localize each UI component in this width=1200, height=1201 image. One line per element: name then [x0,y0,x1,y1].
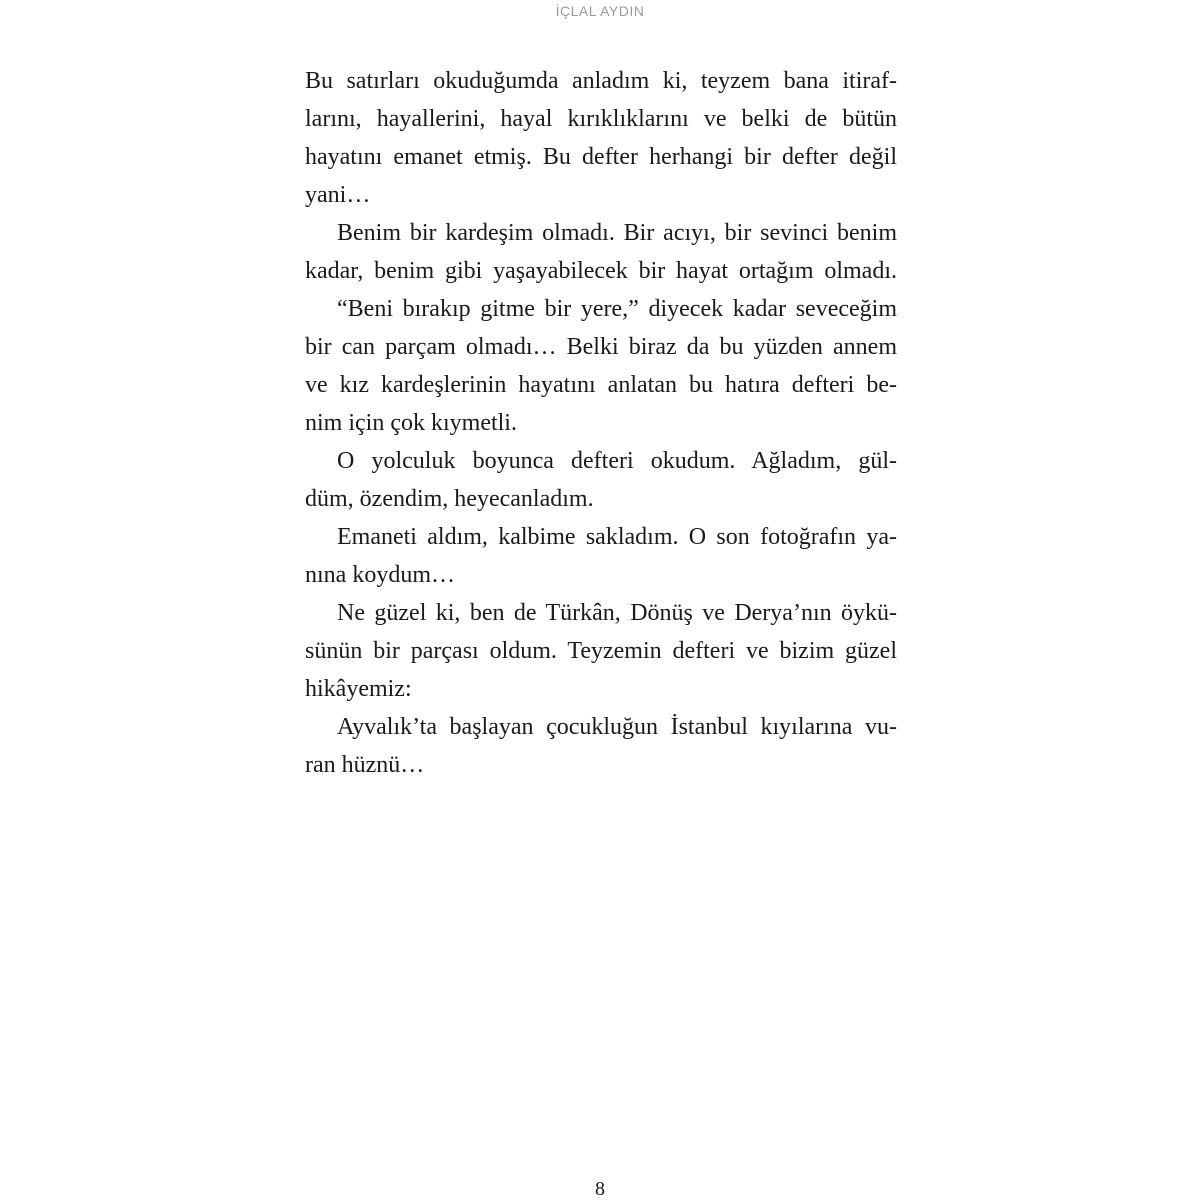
text-line: nına koydum… [305,562,455,588]
text-line: ran hüznü… [305,752,425,778]
text-line: yani… [305,182,371,208]
text-line: Benim bir kardeşim olmadı. Bir acıyı, bir sevinci benim [337,220,897,246]
text-line: O yolculuk boyunca defteri okudum. Ağladım, gül- [337,448,897,474]
text-line: sünün bir parçası oldum. Teyzemin defteri ve bizim güzel [305,638,897,664]
text-line: “Beni bırakıp gitme bir yere,” diyecek kadar seveceğim [337,296,897,322]
text-line: Ne güzel ki, ben de Türkân, Dönüş ve Derya’nın öykü- [337,600,897,626]
text-line: larını, hayallerini, hayal kırıklıklarını ve belki de bütün [305,106,897,132]
text-line: Ayvalık’ta başlayan çocukluğun İstanbul kıyılarına vu- [337,714,897,740]
text-line: Emaneti aldım, kalbime sakladım. O son fotoğrafın ya- [337,524,897,550]
page-body [305,62,897,784]
text-line: ve kız kardeşlerinin hayatını anlatan bu hatıra defteri be- [305,372,897,398]
text-line: düm, özendim, heyecanladım. [305,486,594,512]
running-head: İÇLAL AYDIN [555,3,645,19]
text-line: kadar, benim gibi yaşayabilecek bir hayat ortağım olmadı. [305,258,897,284]
text-line: hikâyemiz: [305,676,412,702]
text-line: Bu satırları okuduğumda anladım ki, teyzem bana itiraf- [305,68,897,94]
text-line: bir can parçam olmadı… Belki biraz da bu yüzden annem [305,334,897,360]
page-number: 8 [595,1178,605,1200]
text-line: hayatını emanet etmiş. Bu defter herhangi bir defter değil [305,144,897,170]
text-line: nim için çok kıymetli. [305,410,517,436]
